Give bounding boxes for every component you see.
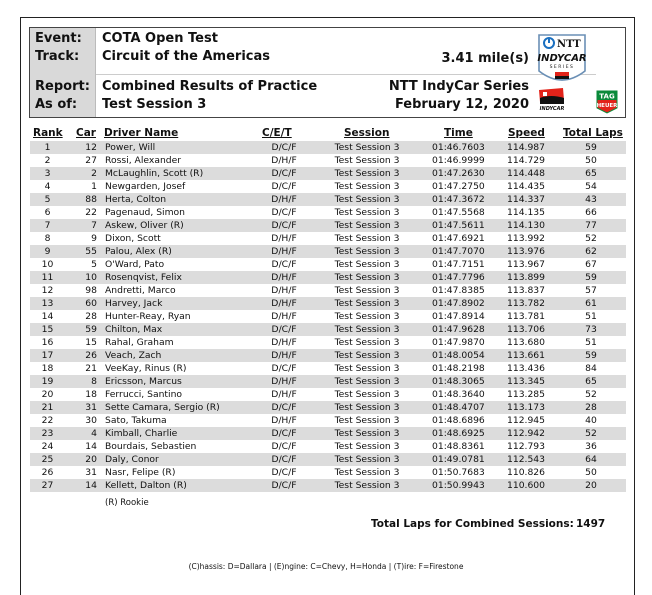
time-cell: 01:47.9628 [432,324,485,335]
report-label: Report: [35,79,90,94]
cet-cell: D/H/F [271,272,297,283]
tag-heuer-logo [595,90,619,114]
cet-cell: D/H/F [271,311,297,322]
table-row [30,453,626,466]
rank-cell: 6 [44,207,51,218]
speed-cell: 114.135 [507,207,545,218]
driver-name-cell: Ferrucci, Santino [105,389,183,400]
rookie-note: (R) Rookie [105,498,149,508]
driver-name-cell: Sato, Takuma [105,415,167,426]
time-cell: 01:47.3672 [432,194,485,205]
speed-cell: 114.729 [507,155,545,166]
total-laps-cell: 62 [585,246,597,257]
rank-cell: 2 [44,155,51,166]
car-number-cell: 18 [85,389,97,400]
total-laps-cell: 20 [585,480,597,491]
driver-name-cell: Hunter-Reay, Ryan [105,311,191,322]
rank-cell: 15 [41,324,54,335]
results-table-header [0,127,652,140]
session-cell: Test Session 3 [334,181,400,192]
table-row [30,297,626,310]
driver-name-cell: Andretti, Marco [105,285,176,296]
rank-cell: 12 [41,285,54,296]
table-row [30,466,626,479]
driver-name-cell: Askew, Oliver (R) [105,220,184,231]
total-laps-cell: 65 [585,168,597,179]
speed-cell: 113.967 [507,259,545,270]
as-of-value: Test Session 3 [102,97,207,112]
driver-name-cell: Dixon, Scott [105,233,161,244]
time-cell: 01:47.5568 [432,207,485,218]
cet-cell: D/H/F [271,389,297,400]
total-laps-cell: 77 [585,220,597,231]
total-laps-cell: 40 [585,415,597,426]
event-label: Event: [35,31,82,46]
table-row [30,401,626,414]
driver-name-cell: Sette Camara, Sergio (R) [105,402,220,413]
total-laps-cell: 36 [585,441,597,452]
car-number-cell: 31 [85,402,97,413]
driver-name-cell: Kellett, Dalton (R) [105,480,187,491]
session-cell: Test Session 3 [334,168,400,179]
column-header-speed: Speed [508,127,545,139]
column-header-session: Session [344,127,390,139]
car-number-cell: 59 [85,324,97,335]
table-row [30,154,626,167]
car-number-cell: 26 [85,350,97,361]
rank-cell: 14 [41,311,54,322]
column-header-rank: Rank [33,127,63,139]
car-number-cell: 88 [85,194,97,205]
speed-cell: 113.782 [507,298,545,309]
driver-name-cell: O'Ward, Pato [105,259,165,270]
car-number-cell: 5 [91,259,97,270]
total-laps-cell: 84 [585,363,597,374]
speed-cell: 114.448 [507,168,545,179]
time-cell: 01:48.4707 [432,402,485,413]
table-row [30,336,626,349]
speed-cell: 113.837 [507,285,545,296]
svg-text:HEUER: HEUER [596,103,618,109]
car-number-cell: 98 [85,285,97,296]
time-cell: 01:50.9943 [432,480,485,491]
total-laps-cell: 28 [585,402,597,413]
session-cell: Test Session 3 [334,467,400,478]
speed-cell: 113.680 [507,337,545,348]
driver-name-cell: Rosenqvist, Felix [105,272,182,283]
results-table-body [30,141,626,492]
time-cell: 01:48.2198 [432,363,485,374]
time-cell: 01:47.8902 [432,298,485,309]
driver-name-cell: Rahal, Graham [105,337,174,348]
table-row [30,219,626,232]
speed-cell: 113.781 [507,311,545,322]
table-row [30,310,626,323]
time-cell: 01:48.0054 [432,350,485,361]
svg-text:INDYCAR: INDYCAR [539,106,565,112]
rank-cell: 26 [41,467,54,478]
indycar-logo [537,86,567,112]
session-cell: Test Session 3 [334,259,400,270]
session-cell: Test Session 3 [334,480,400,491]
speed-cell: 112.945 [507,415,545,426]
session-cell: Test Session 3 [334,194,400,205]
rank-cell: 23 [41,428,54,439]
cet-cell: D/H/F [271,194,297,205]
table-row [30,375,626,388]
total-laps-cell: 67 [585,259,597,270]
total-laps-cell: 51 [585,311,597,322]
track-label: Track: [35,49,80,64]
session-cell: Test Session 3 [334,285,400,296]
driver-name-cell: Chilton, Max [105,324,163,335]
driver-name-cell: VeeKay, Rinus (R) [105,363,187,374]
speed-cell: 114.130 [507,220,545,231]
session-cell: Test Session 3 [334,337,400,348]
total-laps-cell: 52 [585,233,597,244]
rank-cell: 3 [44,168,51,179]
rank-cell: 16 [41,337,54,348]
speed-cell: 110.826 [507,467,545,478]
table-row [30,323,626,336]
car-number-cell: 1 [91,181,97,192]
time-cell: 01:50.7683 [432,467,485,478]
speed-cell: 113.285 [507,389,545,400]
speed-cell: 113.899 [507,272,545,283]
car-number-cell: 30 [85,415,97,426]
cet-cell: D/H/F [271,155,297,166]
total-laps-cell: 52 [585,428,597,439]
total-laps-cell: 43 [585,194,597,205]
time-cell: 01:47.5611 [432,220,485,231]
rank-cell: 27 [41,480,54,491]
cet-cell: D/C/F [271,467,297,478]
time-cell: 01:48.6925 [432,428,485,439]
time-cell: 01:47.9870 [432,337,485,348]
car-number-cell: 14 [85,480,97,491]
cet-cell: D/C/F [271,402,297,413]
session-cell: Test Session 3 [334,207,400,218]
car-number-cell: 7 [91,220,97,231]
speed-cell: 113.706 [507,324,545,335]
session-cell: Test Session 3 [334,311,400,322]
speed-cell: 113.976 [507,246,545,257]
driver-name-cell: Harvey, Jack [105,298,163,309]
session-cell: Test Session 3 [334,363,400,374]
session-cell: Test Session 3 [334,441,400,452]
cet-cell: D/C/F [271,428,297,439]
track-value: Circuit of the Americas [102,49,270,64]
cet-cell: D/H/F [271,376,297,387]
car-number-cell: 14 [85,441,97,452]
cet-cell: D/C/F [271,220,297,231]
cet-cell: D/H/F [271,298,297,309]
cet-cell: D/H/F [271,285,297,296]
session-cell: Test Session 3 [334,272,400,283]
table-row [30,440,626,453]
driver-name-cell: Kimball, Charlie [105,428,178,439]
driver-name-cell: Palou, Alex (R) [105,246,172,257]
table-row [30,284,626,297]
cet-cell: D/H/F [271,415,297,426]
driver-name-cell: Daly, Conor [105,454,159,465]
cet-cell: D/C/F [271,324,297,335]
rank-cell: 13 [41,298,54,309]
driver-name-cell: McLaughlin, Scott (R) [105,168,204,179]
car-number-cell: 9 [91,233,97,244]
table-row [30,180,626,193]
driver-name-cell: Nasr, Felipe (R) [105,467,176,478]
cet-cell: D/H/F [271,337,297,348]
report-date: February 12, 2020 [394,97,529,112]
speed-cell: 112.793 [507,441,545,452]
column-header-car: Car [76,127,96,139]
table-row [30,141,626,154]
car-number-cell: 2 [91,168,97,179]
time-cell: 01:47.8914 [432,311,485,322]
time-cell: 01:48.6896 [432,415,485,426]
rank-cell: 22 [41,415,54,426]
car-number-cell: 31 [85,467,97,478]
cet-cell: D/C/F [271,207,297,218]
speed-cell: 114.337 [507,194,545,205]
session-cell: Test Session 3 [334,298,400,309]
header-divider [96,74,596,75]
total-laps-label: Total Laps for Combined Sessions: [371,518,574,530]
column-header-total-laps: Total Laps [563,127,623,139]
rank-cell: 25 [41,454,54,465]
driver-name-cell: Power, Will [105,142,156,153]
car-number-cell: 20 [85,454,97,465]
time-cell: 01:47.7151 [432,259,485,270]
car-number-cell: 60 [85,298,97,309]
table-row [30,349,626,362]
session-cell: Test Session 3 [334,233,400,244]
svg-text:INDYCAR: INDYCAR [537,53,587,64]
session-cell: Test Session 3 [334,415,400,426]
table-row [30,479,626,492]
time-cell: 01:47.8385 [432,285,485,296]
speed-cell: 113.661 [507,350,545,361]
car-number-cell: 10 [85,272,97,283]
car-number-cell: 21 [85,363,97,374]
total-laps-value: 1497 [576,518,606,530]
table-row [30,232,626,245]
svg-text:SERIES: SERIES [549,65,575,70]
total-laps-cell: 59 [585,142,597,153]
driver-name-cell: Herta, Colton [105,194,167,205]
time-cell: 01:47.7070 [432,246,485,257]
session-cell: Test Session 3 [334,402,400,413]
ntt-indycar-series-logo [535,31,589,89]
table-row [30,193,626,206]
cet-cell: D/C/F [271,454,297,465]
total-laps-cell: 50 [585,467,597,478]
car-number-cell: 15 [85,337,97,348]
time-cell: 01:47.2630 [432,168,485,179]
cet-cell: D/C/F [271,480,297,491]
total-laps-cell: 61 [585,298,597,309]
rank-cell: 4 [44,181,51,192]
rank-cell: 1 [44,142,51,153]
driver-name-cell: Bourdais, Sebastien [105,441,197,452]
svg-text:TAG: TAG [599,92,615,101]
rank-cell: 20 [41,389,54,400]
rank-cell: 7 [44,220,51,231]
event-value: COTA Open Test [102,31,218,46]
driver-name-cell: Rossi, Alexander [105,155,182,166]
speed-cell: 113.345 [507,376,545,387]
track-length: 3.41 mile(s) [441,51,529,66]
speed-cell: 113.436 [507,363,545,374]
session-cell: Test Session 3 [334,376,400,387]
session-cell: Test Session 3 [334,454,400,465]
cet-cell: D/C/F [271,363,297,374]
series-name: NTT IndyCar Series [388,79,529,94]
column-header-driver-name: Driver Name [104,127,179,139]
table-row [30,206,626,219]
car-number-cell: 28 [85,311,97,322]
time-cell: 01:47.6921 [432,233,485,244]
total-laps-cell: 57 [585,285,597,296]
rank-cell: 17 [41,350,54,361]
car-number-cell: 8 [91,376,97,387]
session-cell: Test Session 3 [334,155,400,166]
driver-name-cell: Pagenaud, Simon [105,207,185,218]
cet-legend: (C)hassis: D=Dallara | (E)ngine: C=Chevy, H=Honda | (T)ire: F=Firestone [188,562,464,571]
time-cell: 01:49.0781 [432,454,485,465]
cet-cell: D/C/F [271,181,297,192]
table-row [30,362,626,375]
svg-text:NTT: NTT [557,39,581,50]
session-cell: Test Session 3 [334,428,400,439]
total-laps-cell: 64 [585,454,597,465]
report-value: Combined Results of Practice [102,79,318,94]
speed-cell: 110.600 [507,480,545,491]
speed-cell: 114.987 [507,142,545,153]
rank-cell: 9 [44,246,51,257]
rank-cell: 24 [41,441,54,452]
table-row [30,258,626,271]
column-header-time: Time [444,127,473,139]
table-row [30,271,626,284]
column-header-cet: C/E/T [262,127,292,139]
driver-name-cell: Ericsson, Marcus [105,376,182,387]
total-laps-cell: 59 [585,272,597,283]
rank-cell: 10 [41,259,54,270]
table-row [30,388,626,401]
total-laps-cell: 51 [585,337,597,348]
speed-cell: 113.173 [507,402,545,413]
rank-cell: 11 [41,272,54,283]
table-row [30,427,626,440]
rank-cell: 5 [44,194,51,205]
total-laps-cell: 65 [585,376,597,387]
session-cell: Test Session 3 [334,389,400,400]
as-of-label: As of: [35,97,78,112]
session-cell: Test Session 3 [334,246,400,257]
session-cell: Test Session 3 [334,350,400,361]
table-row [30,414,626,427]
total-laps-cell: 50 [585,155,597,166]
table-row [30,245,626,258]
total-laps-cell: 66 [585,207,597,218]
total-laps-cell: 73 [585,324,597,335]
rank-cell: 18 [41,363,54,374]
cet-cell: D/H/F [271,246,297,257]
table-row [30,167,626,180]
time-cell: 01:48.3065 [432,376,485,387]
car-number-cell: 55 [85,246,97,257]
time-cell: 01:46.7603 [432,142,485,153]
session-cell: Test Session 3 [334,220,400,231]
total-laps-cell: 52 [585,389,597,400]
time-cell: 01:48.8361 [432,441,485,452]
speed-cell: 112.942 [507,428,545,439]
time-cell: 01:46.9999 [432,155,485,166]
session-cell: Test Session 3 [334,142,400,153]
cet-cell: D/C/F [271,441,297,452]
speed-cell: 114.435 [507,181,545,192]
cet-cell: D/H/F [271,350,297,361]
car-number-cell: 22 [85,207,97,218]
time-cell: 01:47.2750 [432,181,485,192]
cet-cell: D/C/F [271,259,297,270]
driver-name-cell: Veach, Zach [105,350,162,361]
time-cell: 01:48.3640 [432,389,485,400]
rank-cell: 8 [44,233,51,244]
cet-cell: D/H/F [271,233,297,244]
car-number-cell: 4 [91,428,97,439]
car-number-cell: 27 [85,155,97,166]
car-number-cell: 12 [85,142,97,153]
total-laps-cell: 54 [585,181,597,192]
speed-cell: 112.543 [507,454,545,465]
rank-cell: 21 [41,402,54,413]
cet-cell: D/C/F [271,168,297,179]
total-laps-cell: 59 [585,350,597,361]
cet-cell: D/C/F [271,142,297,153]
driver-name-cell: Newgarden, Josef [105,181,186,192]
rank-cell: 19 [41,376,54,387]
time-cell: 01:47.7796 [432,272,485,283]
session-cell: Test Session 3 [334,324,400,335]
speed-cell: 113.992 [507,233,545,244]
